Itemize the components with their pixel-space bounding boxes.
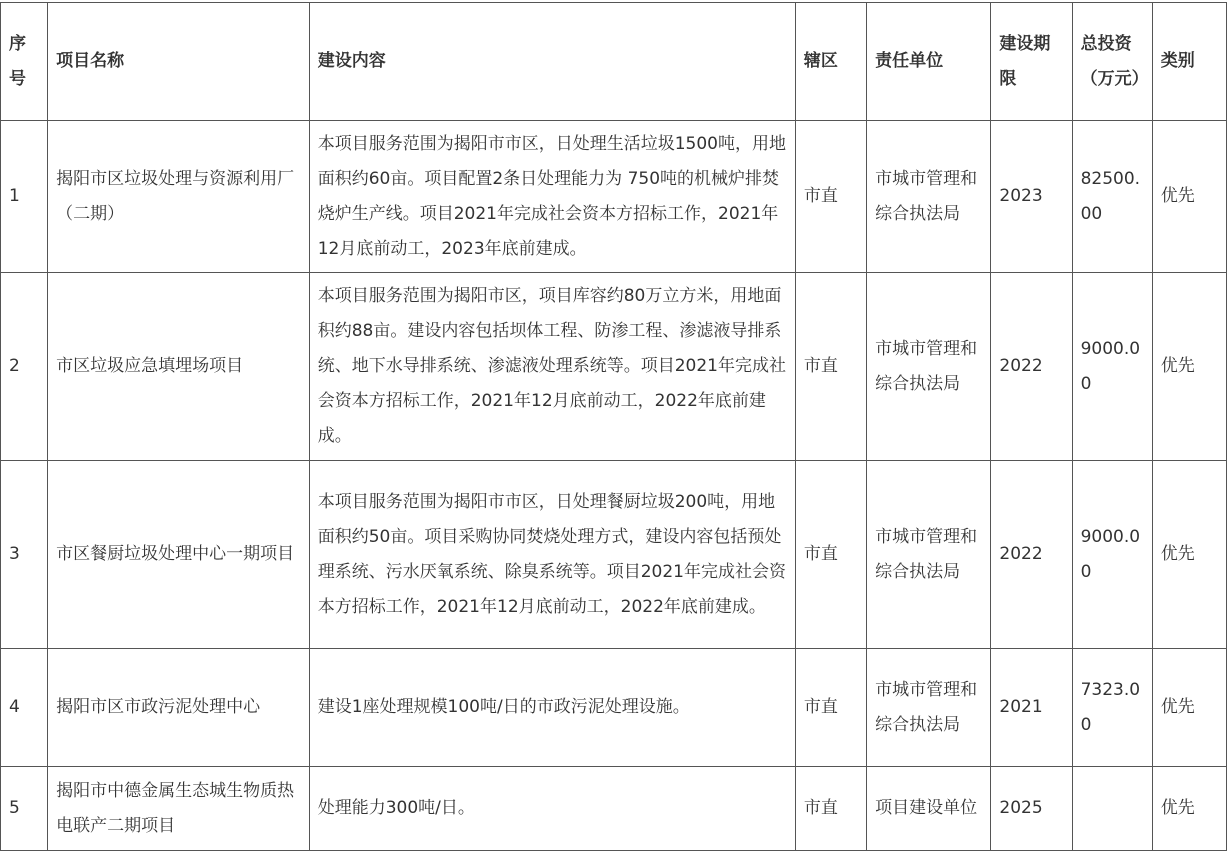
cell-period: 2022 [991,273,1072,461]
cell-period: 2021 [991,649,1072,767]
header-category: 类别 [1152,3,1226,121]
cell-name: 市区垃圾应急填埋场项目 [48,273,310,461]
header-unit: 责任单位 [867,3,991,121]
cell-district: 市直 [795,121,866,273]
cell-name: 揭阳市区垃圾处理与资源利用厂（二期） [48,121,310,273]
cell-no: 5 [1,767,48,851]
cell-content: 本项目服务范围为揭阳市市区，日处理餐厨垃圾200吨，用地面积约50亩。项目采购协同焚烧处理方式，建设内容包括预处理系统、污水厌氧系统、除臭系统等。项目2021年完成社会资本方招标工作，2021年12月底前动工，2022年底前建成。 [309,461,795,649]
cell-no: 2 [1,273,48,461]
cell-investment: 7323.00 [1072,649,1152,767]
cell-investment: 9000.00 [1072,461,1152,649]
cell-category: 优先 [1152,767,1226,851]
header-no: 序号 [1,3,48,121]
cell-district: 市直 [795,273,866,461]
cell-district: 市直 [795,461,866,649]
header-content: 建设内容 [309,3,795,121]
table-row [1,461,1227,649]
cell-name: 揭阳市区市政污泥处理中心 [48,649,310,767]
header-district: 辖区 [795,3,866,121]
cell-category: 优先 [1152,121,1226,273]
cell-investment: 9000.00 [1072,273,1152,461]
table-row [1,273,1227,461]
cell-name: 市区餐厨垃圾处理中心一期项目 [48,461,310,649]
cell-unit: 市城市管理和综合执法局 [867,649,991,767]
cell-category: 优先 [1152,461,1226,649]
table-row [1,767,1227,851]
cell-content: 建设1座处理规模100吨/日的市政污泥处理设施。 [309,649,795,767]
cell-unit: 市城市管理和综合执法局 [867,461,991,649]
cell-period: 2025 [991,767,1072,851]
cell-district: 市直 [795,767,866,851]
header-investment: 总投资（万元） [1072,3,1152,121]
cell-name: 揭阳市中德金属生态城生物质热电联产二期项目 [48,767,310,851]
header-period: 建设期限 [991,3,1072,121]
cell-no: 4 [1,649,48,767]
cell-period: 2023 [991,121,1072,273]
table-header-row [1,3,1227,121]
cell-category: 优先 [1152,273,1226,461]
header-name: 项目名称 [48,3,310,121]
cell-unit: 项目建设单位 [867,767,991,851]
cell-unit: 市城市管理和综合执法局 [867,121,991,273]
cell-content: 本项目服务范围为揭阳市区，项目库容约80万立方米，用地面积约88亩。建设内容包括坝体工程、防渗工程、渗滤液导排系统、地下水导排系统、渗滤液处理系统等。项目2021年完成社会资本方招标工作，2021年12月底前动工，2022年底前建成。 [309,273,795,461]
cell-investment [1072,767,1152,851]
table-row [1,649,1227,767]
cell-district: 市直 [795,649,866,767]
table-row [1,121,1227,273]
cell-no: 3 [1,461,48,649]
cell-content: 本项目服务范围为揭阳市市区，日处理生活垃圾1500吨，用地面积约60亩。项目配置2条日处理能力为 750吨的机械炉排焚烧炉生产线。项目2021年完成社会资本方招标工作，2021年12月底前动工，2023年底前建成。 [309,121,795,273]
cell-investment: 82500.00 [1072,121,1152,273]
cell-period: 2022 [991,461,1072,649]
cell-no: 1 [1,121,48,273]
cell-category: 优先 [1152,649,1226,767]
cell-content: 处理能力300吨/日。 [309,767,795,851]
cell-unit: 市城市管理和综合执法局 [867,273,991,461]
project-table [0,2,1227,851]
